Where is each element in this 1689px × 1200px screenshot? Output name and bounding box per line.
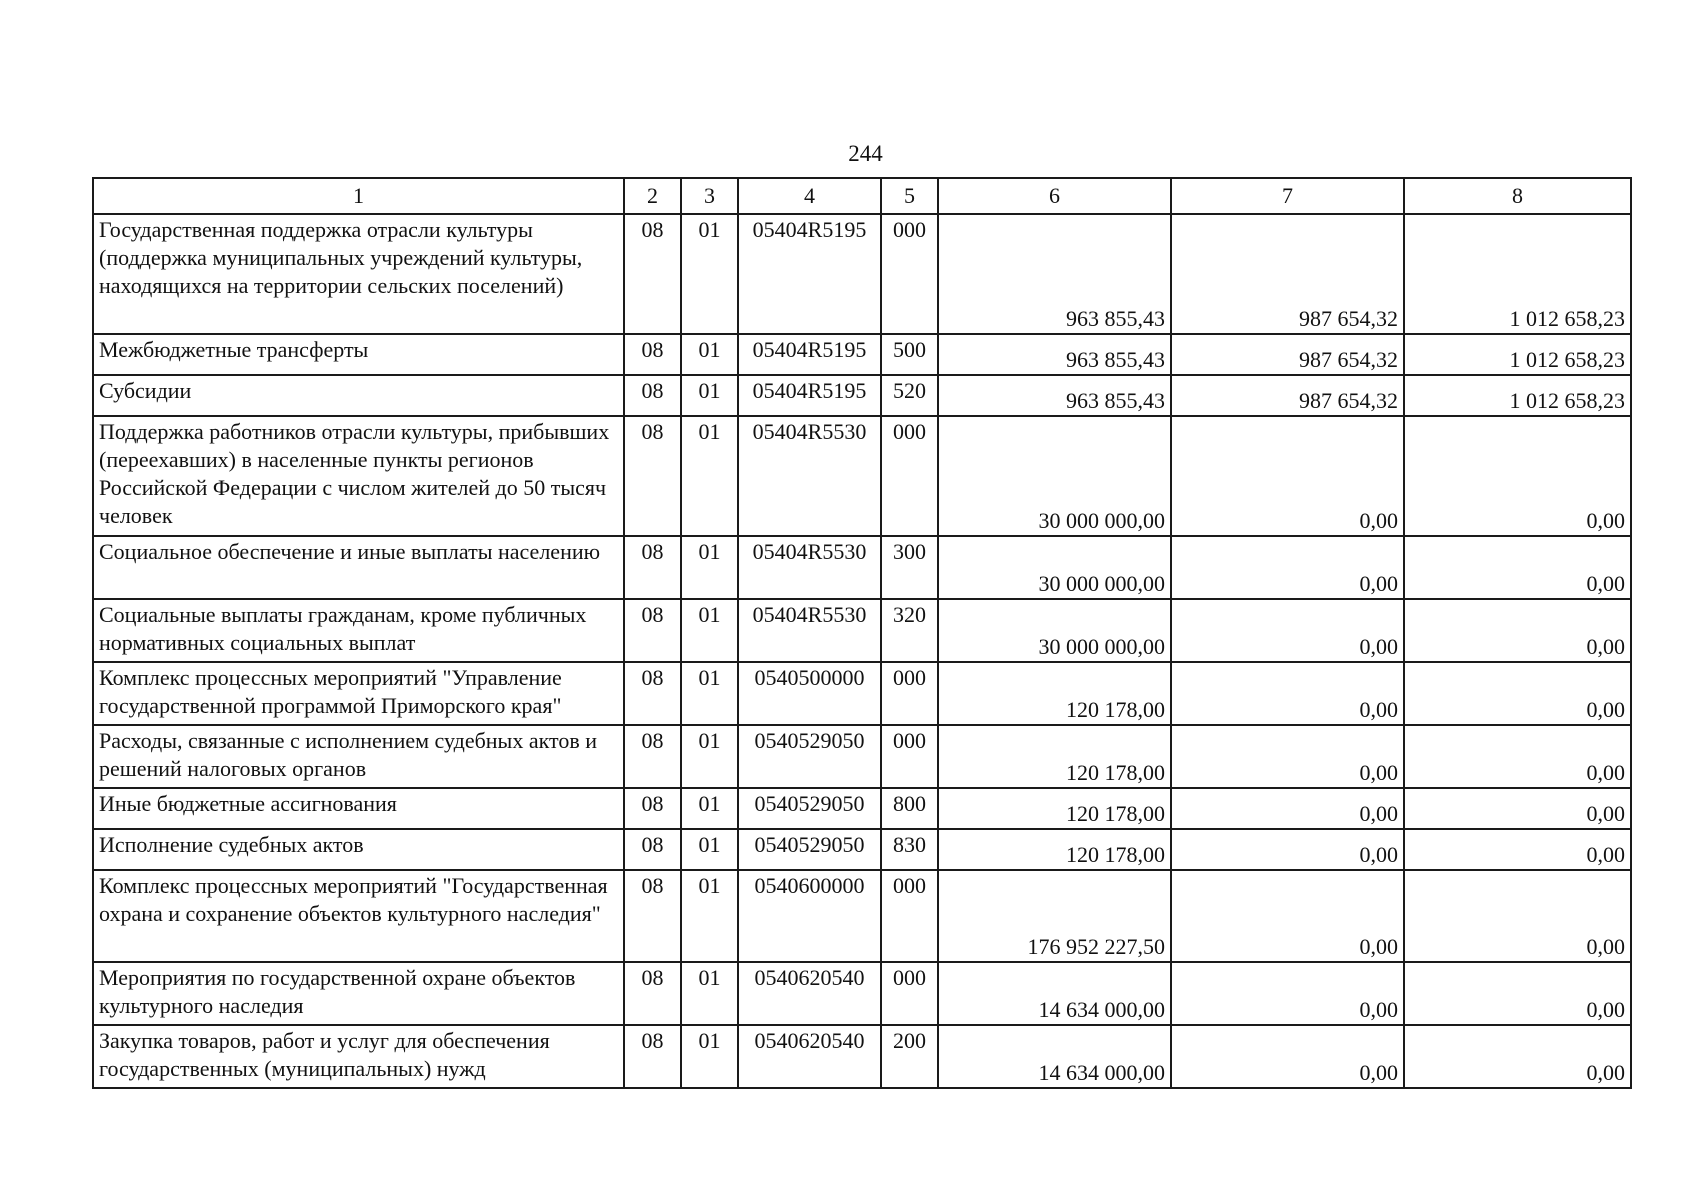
row-code-3: 01	[681, 599, 738, 662]
row-amount-6: 963 855,43	[938, 334, 1171, 375]
row-code-4: 0540620540	[738, 1025, 881, 1088]
row-amount-8: 0,00	[1404, 1025, 1631, 1088]
row-code-3: 01	[681, 214, 738, 334]
row-code-2: 08	[624, 788, 681, 829]
row-name: Комплекс процессных мероприятий "Управление государственной программой Приморского края"	[93, 662, 624, 725]
row-code-4: 0540600000	[738, 870, 881, 962]
row-code-3: 01	[681, 416, 738, 536]
row-amount-7: 0,00	[1171, 416, 1404, 536]
table-row	[93, 725, 1631, 788]
row-amount-6: 14 634 000,00	[938, 962, 1171, 1025]
row-name: Государственная поддержка отрасли культуры (поддержка муниципальных учреждений культуры, находящихся на территории сельских поселений)	[93, 214, 624, 334]
row-name: Комплекс процессных мероприятий "Государственная охрана и сохранение объектов культурного наследия"	[93, 870, 624, 962]
row-amount-6: 14 634 000,00	[938, 1025, 1171, 1088]
row-code-4: 05404R5530	[738, 416, 881, 536]
row-amount-7: 987 654,32	[1171, 214, 1404, 334]
row-code-5: 300	[881, 536, 938, 599]
table-row	[93, 375, 1631, 416]
row-amount-7: 0,00	[1171, 1025, 1404, 1088]
row-code-2: 08	[624, 214, 681, 334]
row-code-2: 08	[624, 829, 681, 870]
row-code-5: 500	[881, 334, 938, 375]
row-amount-6: 120 178,00	[938, 662, 1171, 725]
row-code-5: 200	[881, 1025, 938, 1088]
row-amount-8: 0,00	[1404, 662, 1631, 725]
row-code-3: 01	[681, 334, 738, 375]
row-code-2: 08	[624, 962, 681, 1025]
row-code-4: 05404R5195	[738, 375, 881, 416]
row-amount-6: 30 000 000,00	[938, 416, 1171, 536]
row-amount-6: 963 855,43	[938, 375, 1171, 416]
row-amount-6: 176 952 227,50	[938, 870, 1171, 962]
row-code-5: 320	[881, 599, 938, 662]
row-amount-7: 0,00	[1171, 788, 1404, 829]
row-code-2: 08	[624, 416, 681, 536]
col-header-4: 4	[738, 178, 881, 214]
header-row	[93, 178, 1631, 214]
table-row	[93, 788, 1631, 829]
row-amount-7: 0,00	[1171, 599, 1404, 662]
row-code-5: 830	[881, 829, 938, 870]
row-amount-7: 987 654,32	[1171, 334, 1404, 375]
row-code-4: 05404R5530	[738, 599, 881, 662]
table-row	[93, 334, 1631, 375]
row-code-4: 0540529050	[738, 725, 881, 788]
row-code-5: 800	[881, 788, 938, 829]
col-header-3: 3	[681, 178, 738, 214]
row-code-4: 0540529050	[738, 829, 881, 870]
row-name: Расходы, связанные с исполнением судебных актов и решений налоговых органов	[93, 725, 624, 788]
col-header-5: 5	[881, 178, 938, 214]
row-code-2: 08	[624, 870, 681, 962]
row-amount-7: 0,00	[1171, 962, 1404, 1025]
row-amount-7: 0,00	[1171, 870, 1404, 962]
table-row	[93, 599, 1631, 662]
row-amount-6: 120 178,00	[938, 725, 1171, 788]
row-code-3: 01	[681, 536, 738, 599]
table-row	[93, 870, 1631, 962]
row-amount-8: 1 012 658,23	[1404, 334, 1631, 375]
row-name: Социальное обеспечение и иные выплаты населению	[93, 536, 624, 599]
row-amount-8: 1 012 658,23	[1404, 214, 1631, 334]
row-code-3: 01	[681, 870, 738, 962]
row-amount-8: 0,00	[1404, 416, 1631, 536]
col-header-8: 8	[1404, 178, 1631, 214]
row-amount-6: 120 178,00	[938, 788, 1171, 829]
row-name: Мероприятия по государственной охране объектов культурного наследия	[93, 962, 624, 1025]
row-code-3: 01	[681, 662, 738, 725]
row-code-5: 000	[881, 214, 938, 334]
col-header-2: 2	[624, 178, 681, 214]
row-amount-8: 0,00	[1404, 599, 1631, 662]
row-code-5: 000	[881, 962, 938, 1025]
row-amount-7: 987 654,32	[1171, 375, 1404, 416]
row-amount-8: 0,00	[1404, 536, 1631, 599]
row-code-4: 0540620540	[738, 962, 881, 1025]
row-code-4: 05404R5195	[738, 214, 881, 334]
row-amount-7: 0,00	[1171, 829, 1404, 870]
table-row	[93, 1025, 1631, 1088]
row-code-4: 05404R5530	[738, 536, 881, 599]
row-code-2: 08	[624, 1025, 681, 1088]
row-name: Социальные выплаты гражданам, кроме публичных нормативных социальных выплат	[93, 599, 624, 662]
budget-table	[92, 177, 1632, 1089]
col-header-6: 6	[938, 178, 1171, 214]
row-name: Субсидии	[93, 375, 624, 416]
row-code-5: 520	[881, 375, 938, 416]
table-row	[93, 962, 1631, 1025]
row-code-3: 01	[681, 829, 738, 870]
table-row	[93, 536, 1631, 599]
row-amount-6: 30 000 000,00	[938, 536, 1171, 599]
row-code-2: 08	[624, 725, 681, 788]
table-row	[93, 829, 1631, 870]
row-name: Иные бюджетные ассигнования	[93, 788, 624, 829]
row-code-2: 08	[624, 599, 681, 662]
row-amount-8: 0,00	[1404, 870, 1631, 962]
row-code-4: 0540529050	[738, 788, 881, 829]
table-row	[93, 662, 1631, 725]
row-amount-7: 0,00	[1171, 536, 1404, 599]
row-code-3: 01	[681, 375, 738, 416]
row-name: Межбюджетные трансферты	[93, 334, 624, 375]
row-code-2: 08	[624, 662, 681, 725]
row-code-5: 000	[881, 870, 938, 962]
row-amount-7: 0,00	[1171, 662, 1404, 725]
page-number: 244	[848, 141, 883, 166]
row-amount-8: 0,00	[1404, 725, 1631, 788]
row-code-5: 000	[881, 725, 938, 788]
row-code-3: 01	[681, 1025, 738, 1088]
row-code-5: 000	[881, 416, 938, 536]
row-amount-6: 30 000 000,00	[938, 599, 1171, 662]
row-code-3: 01	[681, 962, 738, 1025]
table-row	[93, 214, 1631, 334]
row-code-2: 08	[624, 536, 681, 599]
row-amount-8: 0,00	[1404, 962, 1631, 1025]
row-name: Поддержка работников отрасли культуры, прибывших (переехавших) в населенные пункты регионов Российской Федерации с числом жителей до 50 тысяч человек	[93, 416, 624, 536]
row-amount-7: 0,00	[1171, 725, 1404, 788]
row-amount-8: 0,00	[1404, 829, 1631, 870]
row-code-4: 05404R5195	[738, 334, 881, 375]
row-amount-6: 120 178,00	[938, 829, 1171, 870]
row-name: Исполнение судебных актов	[93, 829, 624, 870]
col-header-7: 7	[1171, 178, 1404, 214]
row-code-3: 01	[681, 725, 738, 788]
row-amount-6: 963 855,43	[938, 214, 1171, 334]
table-row	[93, 416, 1631, 536]
row-amount-8: 0,00	[1404, 788, 1631, 829]
row-code-2: 08	[624, 334, 681, 375]
row-code-5: 000	[881, 662, 938, 725]
row-name: Закупка товаров, работ и услуг для обеспечения государственных (муниципальных) нужд	[93, 1025, 624, 1088]
col-header-1: 1	[93, 178, 624, 214]
row-code-3: 01	[681, 788, 738, 829]
row-code-2: 08	[624, 375, 681, 416]
row-amount-8: 1 012 658,23	[1404, 375, 1631, 416]
row-code-4: 0540500000	[738, 662, 881, 725]
